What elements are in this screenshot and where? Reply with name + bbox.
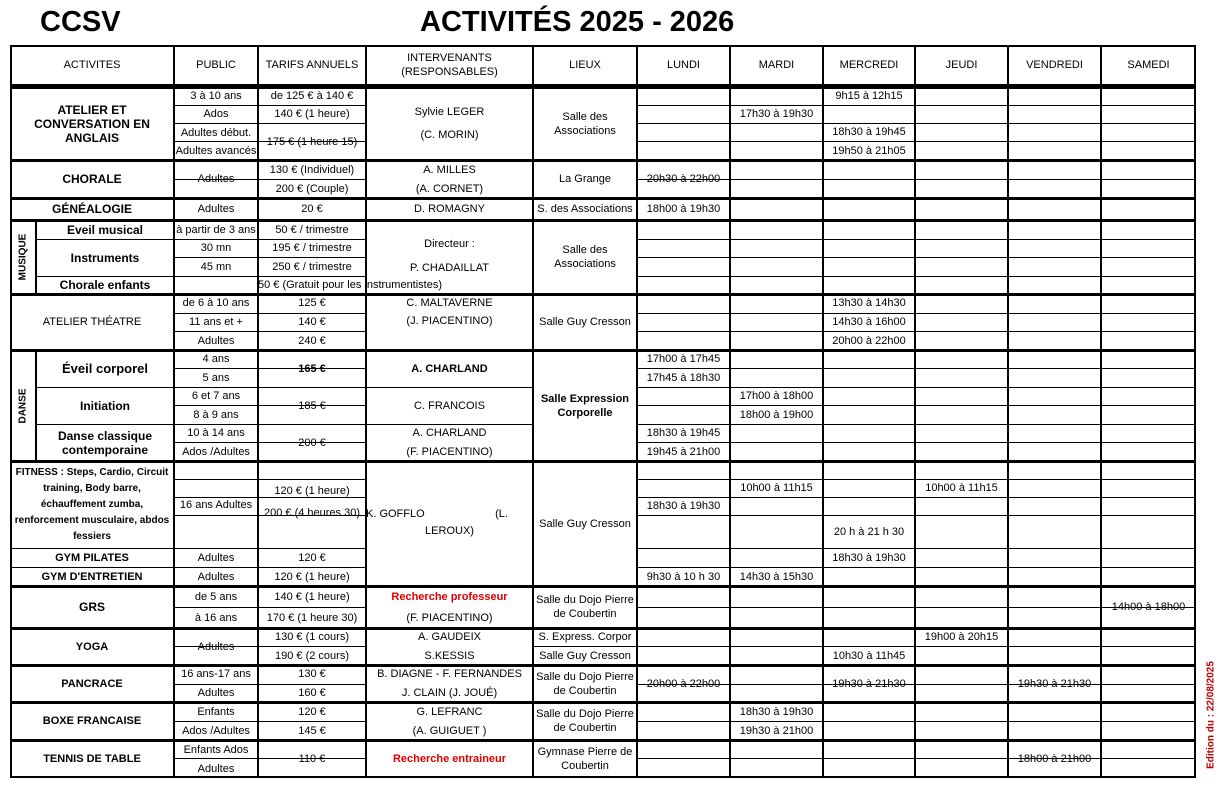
public-initiation-1: 8 à 9 ans (193, 408, 239, 421)
interv-boxe-1: (A. GUIGUET ) (412, 724, 487, 737)
lundi-classique-1: 19h45 à 21h00 (646, 445, 721, 458)
activity-entretien: GYM D'ENTRETIEN (41, 570, 143, 583)
lieu-genealogie: S. des Associations (537, 203, 633, 215)
interv-grs-0: Recherche professeur (391, 590, 508, 603)
mercredi-anglais-1: 18h30 à 19h45 (832, 126, 906, 138)
column-header-2: TARIFS ANNUELS (265, 59, 359, 71)
tarif-classique: 200 € (298, 436, 326, 449)
mardi-fitness: 10h00 à 11h15 (740, 482, 813, 494)
interv-musique-0: Directeur : (424, 238, 475, 250)
interv-theatre-0: C. MALTAVERNE (406, 297, 493, 309)
lieu-danse: Salle Expression Corporelle (540, 393, 630, 419)
public-chorale: Adultes (197, 173, 235, 185)
interv-grs-1: (F. PIACENTINO) (406, 611, 493, 624)
column-header-0: ACTIVITES (63, 59, 121, 71)
grid-line (637, 105, 1196, 106)
tarif-theatre-2: 240 € (298, 334, 326, 347)
interv-fitness-b: (L. (495, 508, 508, 520)
public-pancrace-1: Adultes (197, 686, 235, 699)
activity-boxe: BOXE FRANCAISE (42, 715, 142, 727)
interv-anglais-0: Sylvie LEGER (414, 105, 485, 118)
public-classique-1: Ados /Adultes (182, 445, 250, 458)
tarif-eveil-musical: 50 € / trimestre (275, 223, 349, 236)
public-instruments-0: 30 mn (200, 242, 232, 254)
vendredi-pancrace: 19h30 à 21h30 (1017, 677, 1092, 690)
lundi-classique-0: 18h30 à 19h45 (646, 427, 721, 440)
mercredi-yoga: 10h30 à 11h45 (832, 649, 906, 662)
organization-name: CCSV (40, 6, 121, 38)
tarif-yoga-0: 130 € (1 cours) (275, 631, 349, 644)
interv-musique-1: P. CHADAILLAT (409, 262, 490, 274)
grid-line (637, 257, 1196, 258)
interv-fitness-c: LEROUX) (425, 525, 474, 537)
public-boxe-1: Ados /Adultes (182, 724, 250, 737)
activity-yoga: YOGA (75, 640, 109, 653)
tarif-pancrace-0: 130 € (298, 668, 326, 681)
public-fitness: 16 ans Adultes (179, 498, 253, 511)
public-anglais-2: Adultes début. (180, 126, 252, 139)
grid-line (637, 646, 1196, 647)
tarif-chorale-1: 200 € (Couple) (275, 182, 349, 195)
activity-initiation: Initiation (80, 398, 130, 413)
interv-classique-1: (F. PIACENTINO) (406, 445, 493, 458)
grid-line (637, 387, 1196, 388)
tarif-fitness-0: 120 € (1 heure) (274, 485, 350, 497)
column-header-1: PUBLIC (196, 59, 236, 71)
column-header-8: JEUDI (945, 59, 978, 71)
tarif-boxe-0: 120 € (298, 705, 326, 718)
grid-line (637, 239, 1196, 240)
tarif-instruments-1: 250 € / trimestre (272, 260, 352, 273)
interv-yoga-0: A. GAUDEIX (418, 631, 481, 644)
activity-anglais: ATELIER ET CONVERSATION EN ANGLAIS (34, 102, 150, 145)
lundi-chorale: 20h30 à 22h00 (646, 173, 721, 185)
lundi-fitness: 18h30 à 19h30 (646, 500, 721, 512)
tarif-anglais-1: 140 € (1 heure) (274, 108, 350, 120)
interv-initiation: C. FRANCOIS (414, 399, 485, 412)
public-instruments-1: 45 mn (200, 260, 232, 273)
interv-anglais-1: (C. MORIN) (420, 128, 479, 141)
tarif-genealogie: 20 € (301, 203, 323, 215)
public-tennis-1: Adultes (197, 762, 235, 775)
grid-line (637, 276, 1196, 277)
lieu-yoga-0: S. Express. Corpor (538, 631, 632, 644)
tarif-grs-1: 170 € (1 heure 30) (266, 611, 358, 624)
lieu-tennis: Gymnase Pierre de Coubertin (537, 746, 633, 772)
tarif-yoga-1: 190 € (2 cours) (275, 649, 349, 662)
public-theatre-1: 11 ans et + (189, 315, 243, 328)
grid-line (637, 331, 1196, 332)
grid-line (637, 313, 1196, 314)
column-header-7: MERCREDI (839, 59, 899, 71)
lieu-anglais: Salle des Associations (554, 110, 616, 137)
mardi-anglais: 17h30 à 19h30 (739, 108, 814, 120)
samedi-grs: 14h00 à 18h00 (1111, 601, 1186, 613)
tarif-pancrace-1: 160 € (298, 686, 326, 699)
jeudi-fitness: 10h00 à 11h15 (925, 482, 998, 494)
lundi-genealogie: 18h00 à 19h30 (646, 203, 721, 215)
tarif-chorale-enfants: 50 € (Gratuit pour les instrumentistes) (258, 279, 443, 291)
grid-line (637, 405, 1196, 406)
column-header-9: VENDREDI (1026, 59, 1083, 71)
column-header-5: LUNDI (666, 59, 700, 71)
interv-classique-0: A. CHARLAND (412, 427, 487, 440)
mardi-boxe-1: 19h30 à 21h00 (739, 724, 814, 737)
tarif-tennis: 110 € (298, 753, 326, 765)
lundi-entretien: 9h30 à 10 h 30 (646, 570, 721, 583)
activity-theatre: ATELIER THÉATRE (42, 316, 142, 328)
activity-instruments: Instruments (70, 250, 140, 265)
schedule-grid (10, 45, 1196, 778)
activity-chorale: CHORALE (62, 172, 122, 186)
tarif-eveil-corporel: 165 € (298, 362, 326, 375)
activity-pilates: GYM PILATES (55, 551, 129, 564)
activity-eveil-musical: Eveil musical (66, 222, 144, 237)
activity-genealogie: GÉNÉALOGIE (51, 202, 132, 216)
public-theatre-0: de 6 à 10 ans (182, 297, 250, 310)
lieu-theatre: Salle Guy Cresson (539, 316, 631, 328)
jeudi-yoga: 19h00 à 20h15 (924, 631, 999, 643)
mercredi-pilates: 18h30 à 19h30 (832, 551, 906, 564)
public-eveil-musical: à partir de 3 ans (176, 223, 256, 236)
public-theatre-2: Adultes (197, 334, 235, 347)
public-grs-1: à 16 ans (194, 611, 238, 624)
lundi-eveil-corporel-0: 17h00 à 17h45 (646, 353, 721, 366)
tarif-fitness-1: 200 € (4 heures 30) (263, 507, 360, 519)
mardi-initiation-0: 17h00 à 18h00 (739, 390, 814, 403)
lieu-musique: Salle des Associations (554, 244, 616, 270)
interv-pancrace-0: B. DIAGNE - F. FERNANDES (377, 668, 522, 681)
column-header-3: INTERVENANTS (RESPONSABLES) (401, 52, 498, 78)
tarif-theatre-0: 125 € (298, 297, 326, 310)
column-header-10: SAMEDI (1127, 59, 1170, 71)
edition-date: Edition du : 22/08/2025 (1205, 661, 1217, 769)
public-grs-0: de 5 ans (194, 590, 238, 603)
mercredi-fitness: 20 h à 21 h 30 (833, 525, 905, 538)
interv-eveil-corporel: A. CHARLAND (411, 362, 488, 375)
activity-eveil-corporel: Éveil corporel (62, 360, 148, 376)
tarif-instruments-0: 195 € / trimestre (272, 242, 352, 254)
tarif-pilates: 120 € (298, 551, 326, 564)
tarif-theatre-1: 140 € (298, 315, 326, 328)
tarif-anglais-2: 175 € (1 heure 15) (266, 135, 358, 148)
interv-fitness-a: K. GOFFLO (366, 508, 425, 520)
public-yoga: Adultes (197, 640, 235, 653)
activity-fitness: FITNESS : Steps, Cardio, Circuit training, Body barre, échauffement zumba, renforcement musculaire, abdos fessiers (14, 466, 170, 542)
grid-line (637, 123, 1196, 124)
vendredi-tennis: 18h00 à 21h00 (1017, 753, 1092, 765)
mercredi-pancrace: 19h30 à 21h30 (832, 677, 906, 690)
mardi-boxe-0: 18h30 à 19h30 (739, 705, 814, 718)
lieu-grs: Salle du Dojo Pierre de Coubertin (536, 594, 634, 620)
grid-line (637, 141, 1196, 142)
mercredi-anglais-0: 9h15 à 12h15 (835, 90, 903, 102)
public-pilates: Adultes (197, 551, 235, 564)
column-header-6: MARDI (758, 59, 795, 71)
interv-genealogie: D. ROMAGNY (414, 203, 485, 215)
activity-danse-classique: Danse classique contemporaine (57, 428, 153, 457)
activity-grs: GRS (78, 600, 105, 614)
public-boxe-0: Enfants (197, 705, 235, 718)
interv-tennis: Recherche entraineur (392, 753, 507, 765)
lieu-fitness: Salle Guy Cresson (539, 517, 631, 530)
mardi-entretien: 14h30 à 15h30 (739, 570, 814, 583)
lundi-eveil-corporel-1: 17h45 à 18h30 (646, 371, 721, 384)
mercredi-theatre-2: 20h00 à 22h00 (832, 334, 906, 347)
interv-pancrace-1: J. CLAIN (J. JOUÉ) (401, 686, 498, 699)
tarif-anglais-0: de 125 € à 140 € (270, 90, 354, 102)
lieu-boxe: Salle du Dojo Pierre de Coubertin (536, 708, 634, 734)
grid-line (637, 758, 1196, 759)
interv-chorale-1: (A. CORNET) (415, 182, 484, 195)
grid-line (637, 721, 1196, 722)
public-anglais-1: Ados (203, 108, 229, 121)
public-initiation-0: 6 et 7 ans (191, 390, 241, 403)
tarif-entretien: 120 € (1 heure) (274, 570, 350, 583)
group-musique: MUSIQUE (17, 233, 29, 281)
activity-pancrace: PANCRACE (61, 677, 123, 690)
mercredi-anglais-2: 19h50 à 21h05 (832, 144, 906, 157)
public-anglais-0: 3 à 10 ans (190, 90, 242, 103)
public-tennis-0: Enfants Ados (183, 743, 249, 756)
activity-chorale-enfants: Chorale enfants (59, 278, 151, 292)
tarif-chorale-0: 130 € (Individuel) (269, 163, 355, 176)
interv-boxe-0: G. LEFRANC (416, 705, 483, 718)
lieu-chorale: La Grange (559, 173, 611, 185)
interv-theatre-1: (J. PIACENTINO) (406, 315, 493, 327)
tarif-grs-0: 140 € (1 heure) (274, 590, 350, 603)
grid-line (637, 548, 1196, 549)
public-anglais-3: Adultes avancés (175, 144, 257, 157)
public-genealogie: Adultes (197, 203, 235, 215)
lieu-pancrace: Salle du Dojo Pierre de Coubertin (536, 670, 634, 697)
mercredi-theatre-0: 13h30 à 14h30 (832, 297, 906, 310)
mercredi-theatre-1: 14h30 à 16h00 (832, 315, 906, 328)
public-eveil-corporel-1: 5 ans (202, 371, 230, 384)
column-header-4: LIEUX (569, 59, 601, 71)
public-eveil-corporel-0: 4 ans (202, 353, 230, 366)
mardi-initiation-1: 18h00 à 19h00 (739, 408, 814, 421)
activity-tennis: TENNIS DE TABLE (43, 753, 141, 765)
public-pancrace-0: 16 ans-17 ans (181, 668, 251, 681)
public-entretien: Adultes (197, 570, 235, 583)
lieu-yoga-1: Salle Guy Cresson (539, 649, 631, 662)
tarif-initiation: 185 € (298, 399, 326, 412)
group-danse: DANSE (17, 387, 29, 424)
interv-chorale-0: A. MILLES (423, 163, 476, 176)
interv-yoga-1: S.KESSIS (424, 649, 475, 662)
public-classique-0: 10 à 14 ans (187, 427, 245, 440)
page-title: ACTIVITÉS 2025 - 2026 (420, 6, 735, 38)
lundi-pancrace: 20h00 à 22h00 (646, 677, 721, 690)
grid-line (637, 515, 1196, 516)
tarif-boxe-1: 145 € (298, 724, 326, 737)
